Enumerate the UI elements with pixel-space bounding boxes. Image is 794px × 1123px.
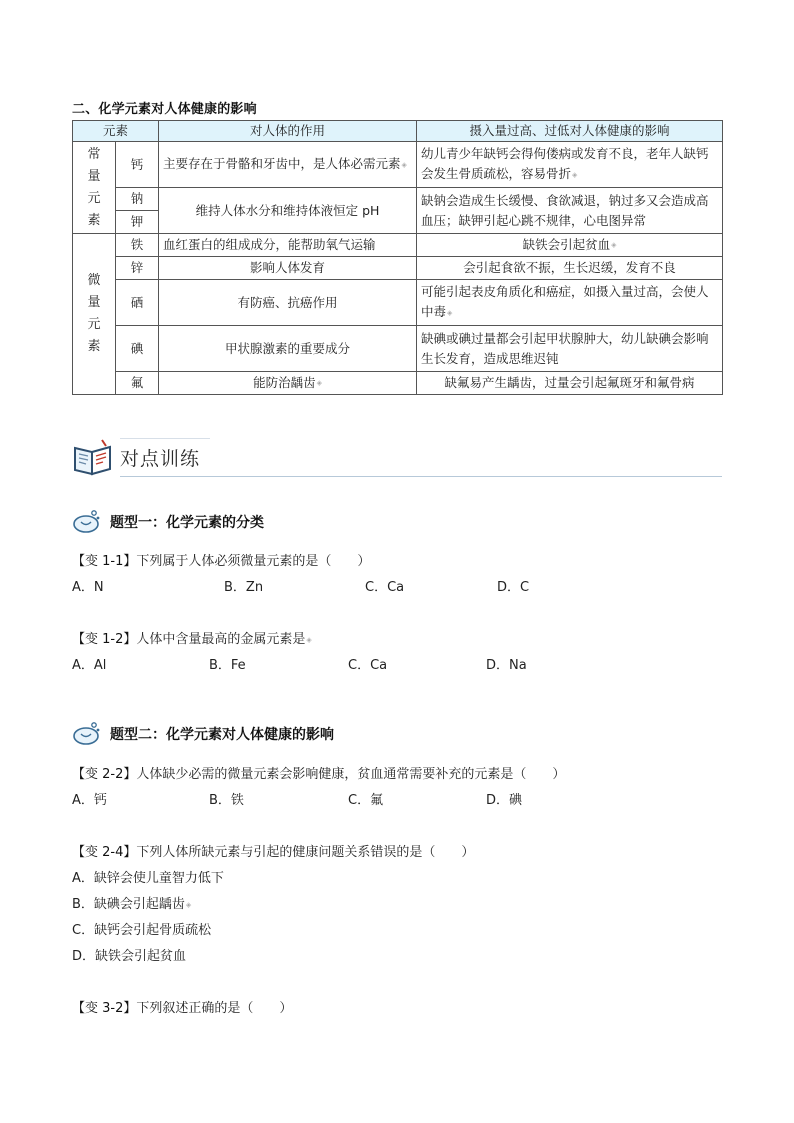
group-macro-label: 常量元素: [87, 146, 101, 228]
impact-text: 缺铁会引起贫血: [522, 236, 611, 252]
marker-icon: ◈: [401, 160, 407, 169]
training-banner: [72, 436, 722, 480]
question-text: 下列属于人体必须微量元素的是（ ）: [136, 554, 371, 569]
effect-cell: [159, 142, 417, 188]
impact-cell: [417, 280, 723, 326]
impact-cell: [417, 234, 723, 257]
option-a[interactable]: A．Al: [72, 658, 107, 673]
table-row: [73, 257, 723, 280]
element-health-table: [72, 120, 723, 395]
option-c[interactable]: C．Ca: [348, 658, 388, 673]
question-text: 人体中含量最高的金属元素是: [136, 632, 306, 647]
flask-icon: [72, 720, 102, 746]
impact-cell: 缺碘或碘过量都会引起甲状腺肿大，幼儿缺碘会影响生长发育，造成思维迟钝: [417, 326, 723, 372]
option-a[interactable]: A．缺锌会使儿童智力低下: [72, 871, 224, 886]
question-type-title: 题型二：化学元素对人体健康的影响: [110, 727, 334, 743]
question-tag: 【变 1-1】: [72, 554, 137, 569]
question-tag: 【变 3-2】: [72, 1001, 137, 1016]
impact-cell: [417, 142, 723, 188]
header-element: 元素: [73, 121, 159, 142]
options-1-2: [72, 654, 722, 672]
question-type-title: 题型一：化学元素的分类: [110, 515, 264, 531]
question-tag: 【变 1-2】: [72, 632, 137, 647]
option-b-text: B．缺碘会引起龋齿: [72, 897, 185, 912]
question-2-2: [72, 763, 565, 782]
marker-icon: ◈: [306, 635, 312, 644]
question-3-2: [72, 997, 292, 1016]
marker-icon: ◈: [316, 379, 322, 388]
question-type-2: [72, 724, 334, 744]
element-cell: 钠: [116, 188, 159, 211]
banner-rule: [120, 476, 722, 477]
table-row: [73, 280, 723, 326]
question-text: 人体缺少必需的微量元素会影响健康，贫血通常需要补充的元素是（ ）: [136, 767, 566, 782]
effect-cell: 血红蛋白的组成成分，能帮助氧气运输: [159, 234, 417, 257]
marker-icon: ◈: [611, 241, 617, 250]
question-tag: 【变 2-2】: [72, 767, 137, 782]
question-1-2: [72, 628, 312, 647]
effect-cell: 有防癌、抗癌作用: [159, 280, 417, 326]
table-row: [73, 234, 723, 257]
element-cell: 氟: [116, 372, 159, 395]
options-2-2: [72, 789, 722, 807]
effect-cell: 影响人体发育: [159, 257, 417, 280]
header-impact: 摄入量过高、过低对人体健康的影响: [417, 121, 723, 142]
section-title: 二、化学元素对人体健康的影响: [72, 102, 257, 117]
impact-cell: 缺钠会造成生长缓慢、食欲减退，钠过多又会造成高血压；缺钾引起心跳不规律，心电图异常: [417, 188, 723, 234]
table-row: [73, 142, 723, 188]
question-type-1: [72, 512, 264, 532]
option-b[interactable]: B．铁: [209, 793, 244, 808]
marker-icon: ◈: [572, 170, 578, 179]
training-title: 对点训练: [120, 448, 201, 470]
element-cell: 硒: [116, 280, 159, 326]
option-c[interactable]: C．Ca: [365, 580, 405, 595]
element-cell: 钙: [116, 142, 159, 188]
option-d[interactable]: D．Na: [486, 658, 527, 673]
flask-icon: [72, 508, 102, 534]
group-macro: [73, 142, 116, 234]
option-d[interactable]: D．碘: [486, 793, 523, 808]
table-row: [73, 188, 723, 211]
question-text: 下列人体所缺元素与引起的健康问题关系错误的是（ ）: [136, 845, 475, 860]
option-d[interactable]: D．C: [497, 580, 530, 595]
question-text: 下列叙述正确的是（ ）: [136, 1001, 293, 1016]
option-c[interactable]: C．缺钙会引起骨质疏松: [72, 923, 212, 938]
effect-text: 主要存在于骨骼和牙齿中，是人体必需元素: [163, 156, 401, 172]
marker-icon: ◈: [447, 308, 453, 317]
group-micro: [73, 234, 116, 395]
impact-cell: 缺氟易产生龋齿，过量会引起氟斑牙和氟骨病: [417, 372, 723, 395]
option-b[interactable]: B．Fe: [209, 658, 246, 673]
option-d[interactable]: D．缺铁会引起贫血: [72, 949, 187, 964]
header-effect: 对人体的作用: [159, 121, 417, 142]
option-a[interactable]: A．钙: [72, 793, 107, 808]
option-b[interactable]: [72, 893, 191, 912]
element-cell: 碘: [116, 326, 159, 372]
question-1-1: [72, 550, 370, 569]
table-row: [73, 326, 723, 372]
impact-cell: 会引起食欲不振，生长迟缓，发育不良: [417, 257, 723, 280]
element-cell: 锌: [116, 257, 159, 280]
effect-cell: 甲状腺激素的重要成分: [159, 326, 417, 372]
element-cell: 铁: [116, 234, 159, 257]
effect-cell: [159, 372, 417, 395]
table-row: [73, 372, 723, 395]
table-header-row: [73, 121, 723, 142]
group-micro-label: 微量元素: [87, 273, 101, 354]
option-a[interactable]: A．N: [72, 580, 104, 595]
marker-icon: ◈: [185, 900, 192, 909]
question-2-4: [72, 841, 474, 860]
book-icon: [72, 438, 114, 478]
impact-text: 幼儿青少年缺钙会得佝偻病或发育不良，老年人缺钙会发生骨质疏松，容易骨折: [421, 146, 709, 182]
option-b[interactable]: B．Zn: [224, 580, 264, 595]
options-1-1: [72, 576, 722, 594]
effect-cell: 维持人体水分和维持体液恒定 pH: [159, 188, 417, 234]
option-c[interactable]: C．氟: [348, 793, 384, 808]
element-cell: 钾: [116, 211, 159, 234]
banner-top-rule: [120, 438, 210, 439]
question-tag: 【变 2-4】: [72, 845, 137, 860]
impact-text: 可能引起表皮角质化和癌症，如摄入量过高，会使人中毒: [421, 284, 709, 320]
effect-text: 能防治龋齿: [253, 374, 316, 390]
